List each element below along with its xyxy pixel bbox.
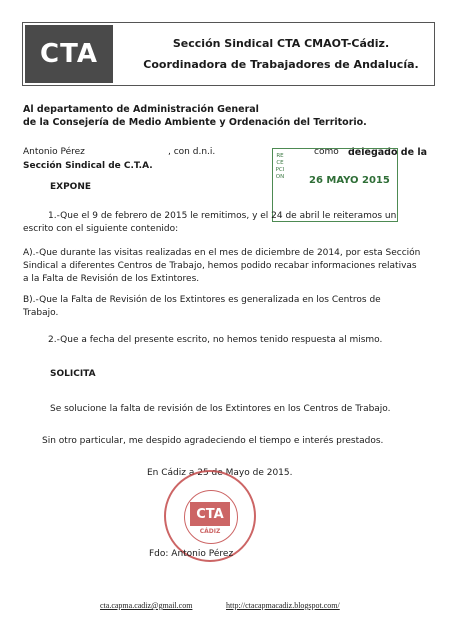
solicita-heading: SOLICITA [50, 369, 96, 379]
letterhead-subtitle: Coordinadora de Trabajadores de Andalucía. [143, 58, 419, 71]
recipient-line-1: Al departamento de Administración General [23, 104, 259, 115]
stamp-date: 26 MAYO 2015 [309, 175, 390, 186]
expone-b-line2: Trabajo. [23, 308, 59, 318]
footer-blog-link[interactable]: http://ctacapmacadiz.blogspot.com/ [226, 601, 340, 610]
intro-name: Antonio Pérez [23, 147, 85, 157]
recipient-line-2: de la Consejería de Medio Ambiente y Ordenación del Territorio. [23, 117, 367, 128]
stamp-vertical-text: RECEPCION [275, 153, 285, 180]
signature: Fdo: Antonio Pérez [149, 549, 234, 559]
closing-text: Sin otro particular, me despido agradeciendo el tiempo e interés prestados. [42, 436, 384, 446]
expone-b-line1: B).-Que la Falta de Revisión de los Extintores es generalizada en los Centros de [23, 295, 381, 305]
expone-p1-line1: 1.-Que el 9 de febrero de 2015 le remitimos, y el 24 de abril le reiteramos un [48, 211, 397, 221]
footer-email-link[interactable]: cta.capma.cadiz@gmail.com [100, 601, 193, 610]
place-date: En Cádiz a 25 de Mayo de 2015. [147, 468, 293, 478]
intro-role: delegado de la [348, 147, 428, 158]
expone-p2: 2.-Que a fecha del presente escrito, no hemos tenido respuesta al mismo. [48, 335, 383, 345]
expone-p1-line2: escrito con el siguiente contenido: [23, 224, 179, 234]
expone-a-line1: A).-Que durante las visitas realizadas en el mes de diciembre de 2014, por esta Sección [23, 248, 421, 258]
intro-section: Sección Sindical de C.T.A. [23, 161, 153, 171]
expone-a-line2: Sindical a diferentes Centros de Trabajo, hemos podido recabar informaciones relativas [23, 261, 417, 271]
cta-logo: CTA [25, 25, 113, 83]
expone-a-line3: a la Falta de Revisión de los Extintores. [23, 274, 200, 284]
seal-logo: CTA [190, 502, 230, 526]
solicita-text: Se solucione la falta de revisión de los Extintores en los Centros de Trabajo. [50, 404, 391, 414]
intro-como: como [314, 147, 339, 157]
letterhead-title: Sección Sindical CTA CMAOT-Cádiz. [172, 37, 390, 50]
seal-subtext: CÁDIZ [199, 528, 221, 535]
expone-heading: EXPONE [50, 182, 92, 192]
intro-dni: , con d.n.i. [168, 147, 216, 157]
